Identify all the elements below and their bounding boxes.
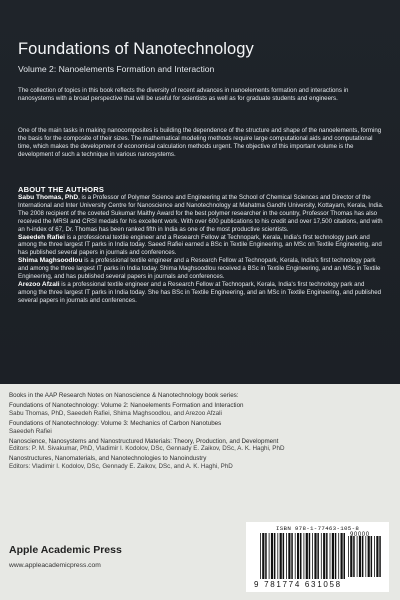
series-intro: Books in the AAP Research Notes on Nanoscience & Nanotechnology book series: <box>9 392 239 399</box>
price-addon-barcode-icon <box>348 536 384 577</box>
series-book <box>9 420 389 436</box>
series-book <box>9 455 389 471</box>
series-book-title: Foundations of Nanotechnology: Volume 2: Nanoelements Formation and Interaction <box>9 401 244 409</box>
publisher-website[interactable]: www.appleacademicpress.com <box>9 562 101 569</box>
author-name: Arezoo Afzali <box>18 280 60 288</box>
book-title: Foundations of Nanotechnology <box>18 40 254 58</box>
author-bio-text: is a professional textile engineer and a Research Fellow at Technopark, Kerala, India's first technology park and among the three largest IT parks in India today. Shima Maghsoodlou received a BSc in Textile Engineering, and an MSc in Textile Engineering, and has published several papers in journals and conferences. <box>18 257 381 281</box>
author-name: Saeedeh Rafiei <box>18 233 65 241</box>
about-the-authors <box>18 185 384 305</box>
publisher-name: Apple Academic Press <box>9 544 122 556</box>
author-bio <box>18 234 384 258</box>
isbn-barcode-icon <box>260 533 346 579</box>
series-book-title: Foundations of Nanotechnology: Volume 3: Mechanics of Carbon Nanotubes <box>9 419 222 427</box>
series-book-authors: Saeedeh Rafiei <box>9 427 52 435</box>
author-bio-text: is a professional textile engineer and a Research Fellow at Technopark, Kerala, India's first technology park and among the three largest IT parks in India today. Saeed Rafiei earned a BSc in Textile Engineering, an MSc on Textile Engineering, and has published several papers in journals and conferences. <box>18 233 382 257</box>
author-bio-text: , is a Professor of Polymer Science and Engineering at the School of Chemical Sciences and Director of the International and Inter University Centre for Nanoscience and Nanotechnology at Mahatma Gandhi University, Kottayam, Kerala, India. The 2008 recipient of the coveted Sukumar Maithy Award for the best polymer researcher in the country, Professor Thomas has also received the MRSI and CRSI medals for his excellent work. With over 600 publications to his credit and over 17,500 citations, and with an h-index of 67, Dr. Thomas has been ranked fifth in India as one of the most productive scientists. <box>18 194 384 233</box>
series-book-authors: Editors: Vladimir I. Kodolov, DSc, Gennady E. Zaikov, DSc, and A. K. Haghi, PhD <box>9 463 233 471</box>
authors-heading: ABOUT THE AUTHORS <box>18 185 105 194</box>
isbn-label: ISBN 978-1-77463-105-8 <box>276 525 360 532</box>
author-bio-text: is a professional textile engineer and a Research Fellow at Technopark, Kerala, India's first technology park and among the three largest IT parks in India today. She has BSc in Textile Engineering, and an MSc in Textile Engineering, and published several papers in journals and conferences. <box>18 280 382 304</box>
author-name: Sabu Thomas, PhD <box>18 194 79 201</box>
barcode-digits: 9 781774 631058 <box>254 580 342 589</box>
author-bio <box>18 281 384 305</box>
series-book-authors: Sabu Thomas, PhD, Saeedeh Rafiei, Shima Maghsoodlou, and Arezoo Afzali <box>9 409 222 417</box>
barcode-panel <box>246 522 389 592</box>
book-series-list <box>9 392 389 473</box>
series-book-authors: Editors: P. M. Sivakumar, PhD, Vladimir I. Kodolov, DSc, Gennady E. Zaikov, DSc, A. K. Haghi, PhD <box>9 445 285 453</box>
series-book-title: Nanostructures, Nanomaterials, and Nanotechnologies to Nanoindustry <box>9 455 207 463</box>
author-name: Shima Maghsoodlou <box>18 257 83 265</box>
addon-digits: 90000 <box>350 532 370 538</box>
series-book <box>9 402 389 418</box>
series-book <box>9 438 389 454</box>
author-bio <box>18 257 384 281</box>
description-paragraph: The collection of topics in this book reflects the diversity of recent advances in nanoelements formation and interactions in nanosystems with a broad perspective that will be useful for scientists as well as for graduate students and engineers. <box>18 87 349 102</box>
book-subtitle: Volume 2: Nanoelements Formation and Interaction <box>18 64 215 74</box>
author-bio <box>18 194 384 234</box>
description-paragraph: One of the main tasks in making nanocomposites is building the dependence of the structure and shape of the nanoelements, forming the basis for the composite of their sizes. The mathematical modeling methods require large computational aids and computational time, which makes the development of economical calculation methods urgent. The objective of this important volume is the development of such a technique in various nanosystems. <box>18 127 382 158</box>
series-book-title: Nanoscience, Nanosystems and Nanostructured Materials: Theory, Production, and Development <box>9 437 279 445</box>
